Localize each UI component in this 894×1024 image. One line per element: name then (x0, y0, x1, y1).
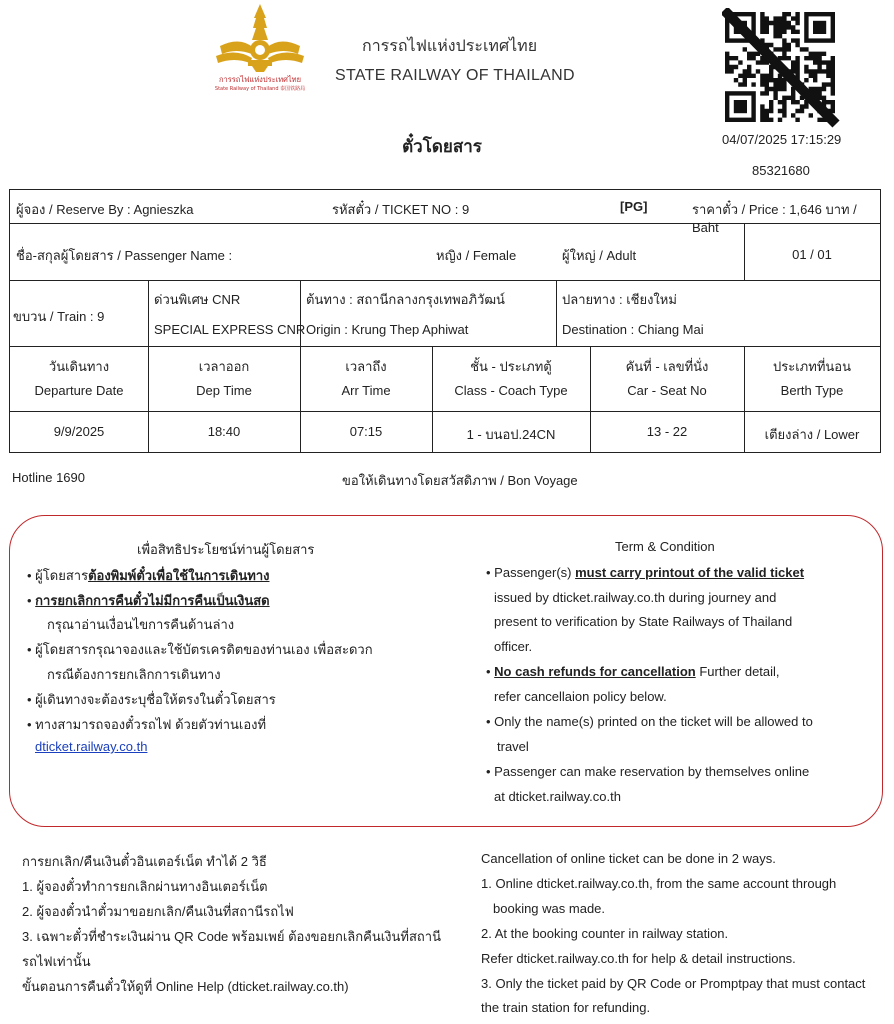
col-header-en: Car - Seat No (627, 383, 707, 398)
col-header-en: Class - Coach Type (454, 383, 568, 398)
terms-en-text: travel (497, 739, 529, 754)
col-header-th: ชั้น - ประเภทตู้ (470, 359, 552, 374)
col-header-th: คันที่ - เลขที่นั่ง (625, 359, 709, 374)
bon-voyage: ขอให้เดินทางโดยสวัสดิภาพ / Bon Voyage (342, 473, 578, 488)
destination-th: ปลายทาง : เชียงใหม่ (562, 292, 677, 307)
qr-code (722, 8, 840, 128)
passenger-name: ชื่อ-สกุลผู้โดยสาร / Passenger Name : (16, 248, 233, 263)
terms-en-item (486, 664, 780, 679)
col-header-th: วันเดินทาง (48, 359, 110, 374)
col-header-th: เวลาออก (198, 359, 250, 374)
terms-emphasis: No cash refunds for cancellation (494, 664, 696, 679)
table-divider (148, 280, 149, 346)
srt-logo (212, 2, 308, 94)
document-title: ตั๋วโดยสาร (402, 137, 482, 157)
table-divider (10, 411, 880, 412)
terms-emphasis: must carry printout of the valid ticket (575, 565, 805, 580)
terms-text: Further detail, (695, 664, 780, 679)
pg-code: [PG] (620, 199, 648, 214)
cancel-en-line: booking was made. (493, 901, 606, 916)
terms-emphasis: ต้องพิมพ์ตั๋วเพื่อใช้ในการเดินทาง (88, 568, 270, 583)
passenger-count: 01 / 01 (792, 247, 832, 262)
origin-en: Origin : Krung Thep Aphiwat (306, 322, 469, 337)
terms-th-item (27, 590, 270, 611)
cancel-th-line: 3. เฉพาะตั๋วที่ชำระเงินผ่าน QR Code พร้อมเพย์ ต้องขอยกเลิกคืนเงินที่สถานี (22, 929, 441, 944)
table-divider (556, 280, 557, 346)
reserve-by: ผู้จอง / Reserve By : Agnieszka (16, 202, 194, 217)
terms-en-text: refer cancellaion policy below. (494, 689, 667, 704)
terms-en-item (486, 714, 813, 729)
terms-emphasis: การยกเลิกการคืนตั๋วไม่มีการคืนเป็นเงินสด (35, 593, 270, 608)
terms-text: Passenger(s) (494, 565, 576, 580)
train-type-en: SPECIAL EXPRESS CNR (154, 322, 306, 337)
col-header-en: Departure Date (34, 383, 124, 398)
col-header-th: ประเภทที่นอน (773, 359, 851, 374)
terms-th-item (27, 565, 269, 586)
berth-type: เตียงล่าง / Lower (764, 427, 860, 442)
cancel-en-line: Cancellation of online ticket can be done in 2 ways. (481, 851, 776, 866)
table-divider (10, 346, 880, 347)
svg-text:State Railway of Thailand 泰国铁路: State Railway of Thailand 泰国铁路局 (214, 86, 306, 92)
train-type-th: ด่วนพิเศษ CNR (154, 292, 241, 307)
passenger-age-type: ผู้ใหญ่ / Adult (562, 248, 637, 263)
terms-text: ทางสามารถจองตั๋วรถไฟ ด้วยตัวท่านเองที่ (35, 717, 267, 732)
col-header-en: Berth Type (780, 383, 844, 398)
terms-th-item (27, 639, 373, 660)
passenger-gender: หญิง / Female (436, 248, 517, 263)
terms-text: ผู้โดยสาร (35, 568, 89, 583)
terms-th-item (27, 714, 266, 735)
qr-code-icon (722, 8, 840, 128)
terms-heading-th: เพื่อสิทธิประโยชน์ท่านผู้โดยสาร (137, 542, 315, 557)
reference-number: 85321680 (752, 163, 810, 178)
cancel-th-line: 2. ผู้จองตั๋วนำตั๋วมาขอยกเลิก/คืนเงินที่สถานีรถไฟ (22, 904, 294, 919)
terms-en-item (486, 764, 809, 779)
terms-en-text: issued by dticket.railway.co.th during journey and (494, 590, 777, 605)
col-header-en: Arr Time (341, 383, 391, 398)
terms-en-item (486, 565, 804, 580)
cancel-th-line: รถไฟเท่านั้น (22, 954, 91, 969)
cancel-th-line: 1. ผู้จองตั๋วทำการยกเลิกผ่านทางอินเตอร์เน็ต (22, 879, 268, 894)
cancel-en-line: 2. At the booking counter in railway station. (481, 926, 729, 941)
col-header-en: Dep Time (196, 383, 252, 398)
ticket-price: ราคาตั๋ว / Price : 1,646 บาท / Baht (692, 202, 857, 235)
cancel-en-line: the train station for refunding. (481, 1000, 651, 1015)
car-seat-no: 13 - 22 (646, 424, 688, 439)
ticket-number: รหัสตั๋ว / TICKET NO : 9 (332, 202, 470, 217)
terms-text: ผู้โดยสารกรุณาจองและใช้บัตรเครดิตของท่านเอง เพื่อสะดวก (35, 642, 373, 657)
class-coach-type: 1 - บนอป.24CN (466, 427, 556, 442)
terms-en-text: at dticket.railway.co.th (494, 789, 621, 804)
dticket-link[interactable]: dticket.railway.co.th (35, 739, 148, 754)
arrival-time: 07:15 (349, 424, 383, 439)
col-header-th: เวลาถึง (345, 359, 387, 374)
srt-emblem-icon (212, 2, 308, 94)
terms-text: Only the name(s) printed on the ticket will be allowed to (494, 714, 813, 729)
ticket-table (9, 189, 881, 453)
org-name-th: การรถไฟแห่งประเทศไทย (362, 36, 538, 55)
hotline: Hotline 1690 (12, 470, 85, 485)
train-number: ขบวน / Train : 9 (13, 309, 105, 324)
cancel-th-line: ขั้นตอนการคืนตั๋วให้ดูที่ Online Help (dticket.railway.co.th) (22, 979, 349, 994)
terms-heading-en: Term & Condition (615, 539, 715, 554)
destination-en: Destination : Chiang Mai (562, 322, 704, 337)
cancel-en-line: 3. Only the ticket paid by QR Code or Promptpay that must contact (481, 976, 866, 991)
terms-en-text: officer. (494, 639, 533, 654)
terms-text: ผู้เดินทางจะต้องระบุชื่อให้ตรงในตั๋วโดยสาร (35, 692, 276, 707)
cancel-en-line: Refer dticket.railway.co.th for help & detail instructions. (481, 951, 796, 966)
terms-text: Passenger can make reservation by themselves online (494, 764, 810, 779)
cancel-en-line: 1. Online dticket.railway.co.th, from the same account through (481, 876, 837, 891)
departure-time: 18:40 (207, 424, 241, 439)
table-divider (10, 280, 880, 281)
terms-th-item (27, 689, 276, 710)
terms-th-text: กรณีต้องการยกเลิกการเดินทาง (47, 667, 221, 682)
departure-date: 9/9/2025 (53, 424, 105, 439)
svg-text:การรถไฟแห่งประเทศไทย: การรถไฟแห่งประเทศไทย (218, 75, 302, 84)
printed-timestamp: 04/07/2025 17:15:29 (722, 132, 842, 147)
terms-th-text: กรุณาอ่านเงื่อนไขการคืนด้านล่าง (47, 617, 235, 632)
cancel-th-line: การยกเลิก/คืนเงินตั๋วอินเตอร์เน็ต ทำได้ 2 วิธี (22, 854, 267, 869)
origin-th: ต้นทาง : สถานีกลางกรุงเทพอภิวัฒน์ (306, 292, 505, 307)
terms-en-text: present to verification by State Railways of Thailand (494, 614, 793, 629)
org-name-en: STATE RAILWAY OF THAILAND (335, 67, 575, 84)
